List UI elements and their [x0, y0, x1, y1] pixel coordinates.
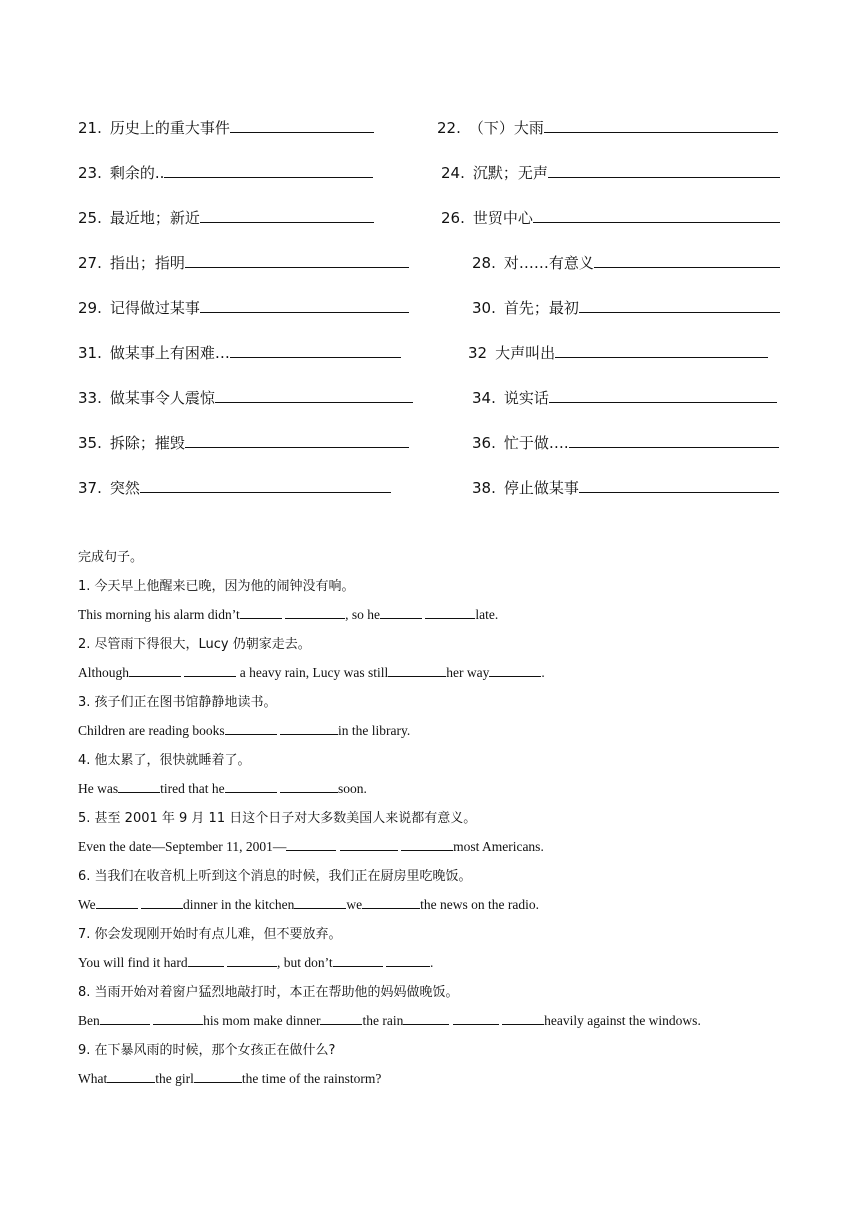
- vocab-chinese: 世贸中心: [472, 209, 533, 227]
- vocab-item-right: [472, 477, 779, 498]
- answer-blank[interactable]: [533, 207, 780, 223]
- exercise-chinese: 8. 当雨开始对着窗户猛烈地敲打时，本正在帮助他的妈妈做晚饭。: [78, 985, 459, 1000]
- vocab-number: 23.: [78, 164, 102, 182]
- vocab-row: [0, 342, 860, 366]
- vocab-item-right: [472, 252, 780, 273]
- sentence-text: What: [78, 1071, 108, 1086]
- vocab-item-left: [78, 252, 409, 273]
- answer-blank[interactable]: [118, 780, 160, 793]
- exercise-english: [78, 722, 798, 740]
- sentence-text: late.: [475, 607, 499, 622]
- vocab-chinese: 说实话: [503, 389, 549, 407]
- sentence-text: her way: [446, 665, 490, 680]
- answer-blank[interactable]: [425, 606, 475, 619]
- vocab-number: 34.: [472, 389, 496, 407]
- answer-blank[interactable]: [96, 896, 138, 909]
- answer-blank[interactable]: [386, 954, 430, 967]
- exercise-english: [78, 780, 798, 798]
- exercise-chinese: 7. 你会发现刚开始时有点儿难，但不要放弃。: [78, 927, 342, 942]
- sentence-text: We: [78, 897, 96, 912]
- answer-blank[interactable]: [107, 1070, 155, 1083]
- vocab-item-right: [472, 432, 779, 453]
- exercise-chinese: 9. 在下暴风雨的时候，那个女孩正在做什么?: [78, 1043, 336, 1058]
- vocab-item-right: [468, 342, 768, 363]
- sentence-text: , so he: [345, 607, 380, 622]
- sentence-text: heavily against the windows.: [544, 1013, 701, 1028]
- sentence-text: the time of the rainstorm?: [241, 1071, 382, 1086]
- vocab-item-right: [441, 207, 780, 228]
- vocab-item-left: [78, 117, 374, 138]
- sentence-text: Children are reading books: [78, 723, 225, 738]
- sentence-text: soon.: [337, 781, 367, 796]
- vocab-chinese: 做某事令人震惊: [109, 389, 215, 407]
- vocab-number: 31.: [78, 344, 102, 362]
- vocab-row: [0, 387, 860, 411]
- vocab-number: 26.: [441, 209, 465, 227]
- answer-blank[interactable]: [185, 432, 409, 448]
- vocab-number: 29.: [78, 299, 102, 317]
- vocab-chinese: 停止做某事: [503, 479, 579, 497]
- sentence-text: most Americans.: [453, 839, 544, 854]
- answer-blank[interactable]: [225, 722, 277, 735]
- vocab-item-left: [78, 162, 373, 183]
- exercise-chinese: 5. 甚至 2001 年 9 月 11 日这个日子对大多数美国人来说都有意义。: [78, 811, 477, 826]
- vocab-item-left: [78, 387, 413, 408]
- answer-blank[interactable]: [453, 1012, 499, 1025]
- sentence-text: his mom make dinner: [203, 1013, 321, 1028]
- exercise-english: [78, 838, 798, 856]
- vocab-item-left: [78, 207, 374, 228]
- vocab-item-left: [78, 432, 409, 453]
- sentence-text: we: [346, 897, 363, 912]
- vocab-item-left: [78, 297, 409, 318]
- vocab-chinese: 做某事上有困难…: [109, 344, 230, 362]
- answer-blank[interactable]: [200, 297, 409, 313]
- answer-blank[interactable]: [502, 1012, 544, 1025]
- vocab-number: 33.: [78, 389, 102, 407]
- exercise-chinese: 1. 今天早上他醒来已晚，因为他的闹钟没有响。: [78, 579, 355, 594]
- vocab-item-right: [441, 162, 780, 183]
- exercise-english: [78, 606, 798, 624]
- sentence-text: the girl: [155, 1071, 194, 1086]
- vocab-number: 24.: [441, 164, 465, 182]
- answer-blank[interactable]: [388, 664, 446, 677]
- answer-blank[interactable]: [594, 252, 780, 268]
- answer-blank[interactable]: [230, 342, 401, 358]
- answer-blank[interactable]: [129, 664, 181, 677]
- sentence-text: in the library.: [337, 723, 411, 738]
- vocab-number: 32: [468, 344, 488, 362]
- answer-blank[interactable]: [320, 1012, 362, 1025]
- vocab-number: 38.: [472, 479, 496, 497]
- vocab-chinese: 大声叫出: [495, 344, 556, 362]
- sentence-text: He was: [78, 781, 119, 796]
- vocab-chinese: 首先；最初: [503, 299, 579, 317]
- vocab-item-left: [78, 342, 401, 363]
- exercise-chinese: 2. 尽管雨下得很大，Lucy 仍朝家走去。: [78, 637, 311, 652]
- sentence-text: , but don’t: [277, 955, 333, 970]
- answer-blank[interactable]: [489, 664, 541, 677]
- answer-blank[interactable]: [579, 297, 780, 313]
- exercise-english: [78, 1070, 798, 1088]
- vocab-chinese: 记得做过某事: [109, 299, 200, 317]
- sentence-text: Although: [78, 665, 130, 680]
- exercise-english: [78, 954, 798, 972]
- vocab-row: [0, 432, 860, 456]
- answer-blank[interactable]: [569, 432, 779, 448]
- answer-blank[interactable]: [280, 780, 338, 793]
- answer-blank[interactable]: [555, 342, 768, 358]
- vocab-number: 30.: [472, 299, 496, 317]
- answer-blank[interactable]: [185, 252, 409, 268]
- vocab-row: [0, 162, 860, 186]
- exercise-chinese: 3. 孩子们正在图书馆静静地读书。: [78, 695, 277, 710]
- vocab-number: 25.: [78, 209, 102, 227]
- answer-blank[interactable]: [141, 896, 183, 909]
- sentence-text: You will find it hard: [78, 955, 188, 970]
- exercise-english: [78, 664, 798, 682]
- exercise-english: [78, 896, 798, 914]
- answer-blank[interactable]: [164, 162, 373, 178]
- answer-blank[interactable]: [548, 162, 780, 178]
- vocab-chinese: 指出；指明: [109, 254, 185, 272]
- answer-blank[interactable]: [333, 954, 383, 967]
- sentence-text: a heavy rain, Lucy was still: [236, 665, 389, 680]
- answer-blank[interactable]: [285, 606, 345, 619]
- answer-blank[interactable]: [240, 606, 282, 619]
- answer-blank[interactable]: [227, 954, 277, 967]
- sentence-text: dinner in the kitchen: [183, 897, 295, 912]
- section-title: 完成句子。: [78, 550, 144, 565]
- vocab-chinese: 突然: [109, 479, 140, 497]
- answer-blank[interactable]: [194, 1070, 242, 1083]
- vocab-row: [0, 477, 860, 501]
- sentence-text: .: [430, 955, 434, 970]
- sentence-text: tired that he: [160, 781, 225, 796]
- vocab-chinese: 沉默；无声: [472, 164, 548, 182]
- vocab-item-right: [472, 297, 780, 318]
- sentence-text: Ben: [78, 1013, 100, 1028]
- vocab-row: [0, 252, 860, 276]
- vocab-chinese: （下）大雨: [468, 119, 544, 137]
- answer-blank[interactable]: [401, 838, 453, 851]
- answer-blank[interactable]: [100, 1012, 150, 1025]
- vocab-chinese: 拆除；摧毁: [109, 434, 185, 452]
- vocab-number: 21.: [78, 119, 102, 137]
- answer-blank[interactable]: [549, 387, 777, 403]
- answer-blank[interactable]: [225, 780, 277, 793]
- vocab-item-right: [437, 117, 778, 138]
- vocab-chinese: 对……有意义: [503, 254, 594, 272]
- exercise-english: [78, 1012, 798, 1030]
- vocab-number: 27.: [78, 254, 102, 272]
- answer-blank[interactable]: [153, 1012, 203, 1025]
- vocab-number: 28.: [472, 254, 496, 272]
- vocab-number: 22.: [437, 119, 461, 137]
- vocab-row: [0, 117, 860, 141]
- sentence-text: This morning his alarm didn’t: [78, 607, 240, 622]
- vocab-chinese: 忙于做….: [503, 434, 569, 452]
- sentence-text: .: [541, 665, 545, 680]
- answer-blank[interactable]: [403, 1012, 449, 1025]
- vocab-item-left: [78, 477, 391, 498]
- answer-blank[interactable]: [215, 387, 413, 403]
- answer-blank[interactable]: [188, 954, 224, 967]
- answer-blank[interactable]: [140, 477, 391, 493]
- exercise-chinese: 6. 当我们在收音机上听到这个消息的时候，我们正在厨房里吃晚饭。: [78, 869, 472, 884]
- answer-blank[interactable]: [286, 838, 336, 851]
- sentence-text: Even the date—September 11, 2001—: [78, 839, 287, 854]
- vocab-chinese: 最近地；新近: [109, 209, 200, 227]
- answer-blank[interactable]: [579, 477, 779, 493]
- answer-blank[interactable]: [294, 896, 346, 909]
- answer-blank[interactable]: [280, 722, 338, 735]
- vocab-row: [0, 207, 860, 231]
- answer-blank[interactable]: [184, 664, 236, 677]
- vocab-number: 36.: [472, 434, 496, 452]
- exercise-chinese: 4. 他太累了，很快就睡着了。: [78, 753, 251, 768]
- answer-blank[interactable]: [230, 117, 374, 133]
- answer-blank[interactable]: [544, 117, 778, 133]
- vocab-chinese: 历史上的重大事件: [109, 119, 230, 137]
- vocab-item-right: [472, 387, 777, 408]
- sentence-text: the rain: [362, 1013, 404, 1028]
- vocab-number: 37.: [78, 479, 102, 497]
- answer-blank[interactable]: [362, 896, 420, 909]
- answer-blank[interactable]: [380, 606, 422, 619]
- vocab-row: [0, 297, 860, 321]
- sentence-text: the news on the radio.: [420, 897, 539, 912]
- vocab-number: 35.: [78, 434, 102, 452]
- vocab-chinese: 剩余的..: [109, 164, 165, 182]
- answer-blank[interactable]: [200, 207, 374, 223]
- answer-blank[interactable]: [340, 838, 398, 851]
